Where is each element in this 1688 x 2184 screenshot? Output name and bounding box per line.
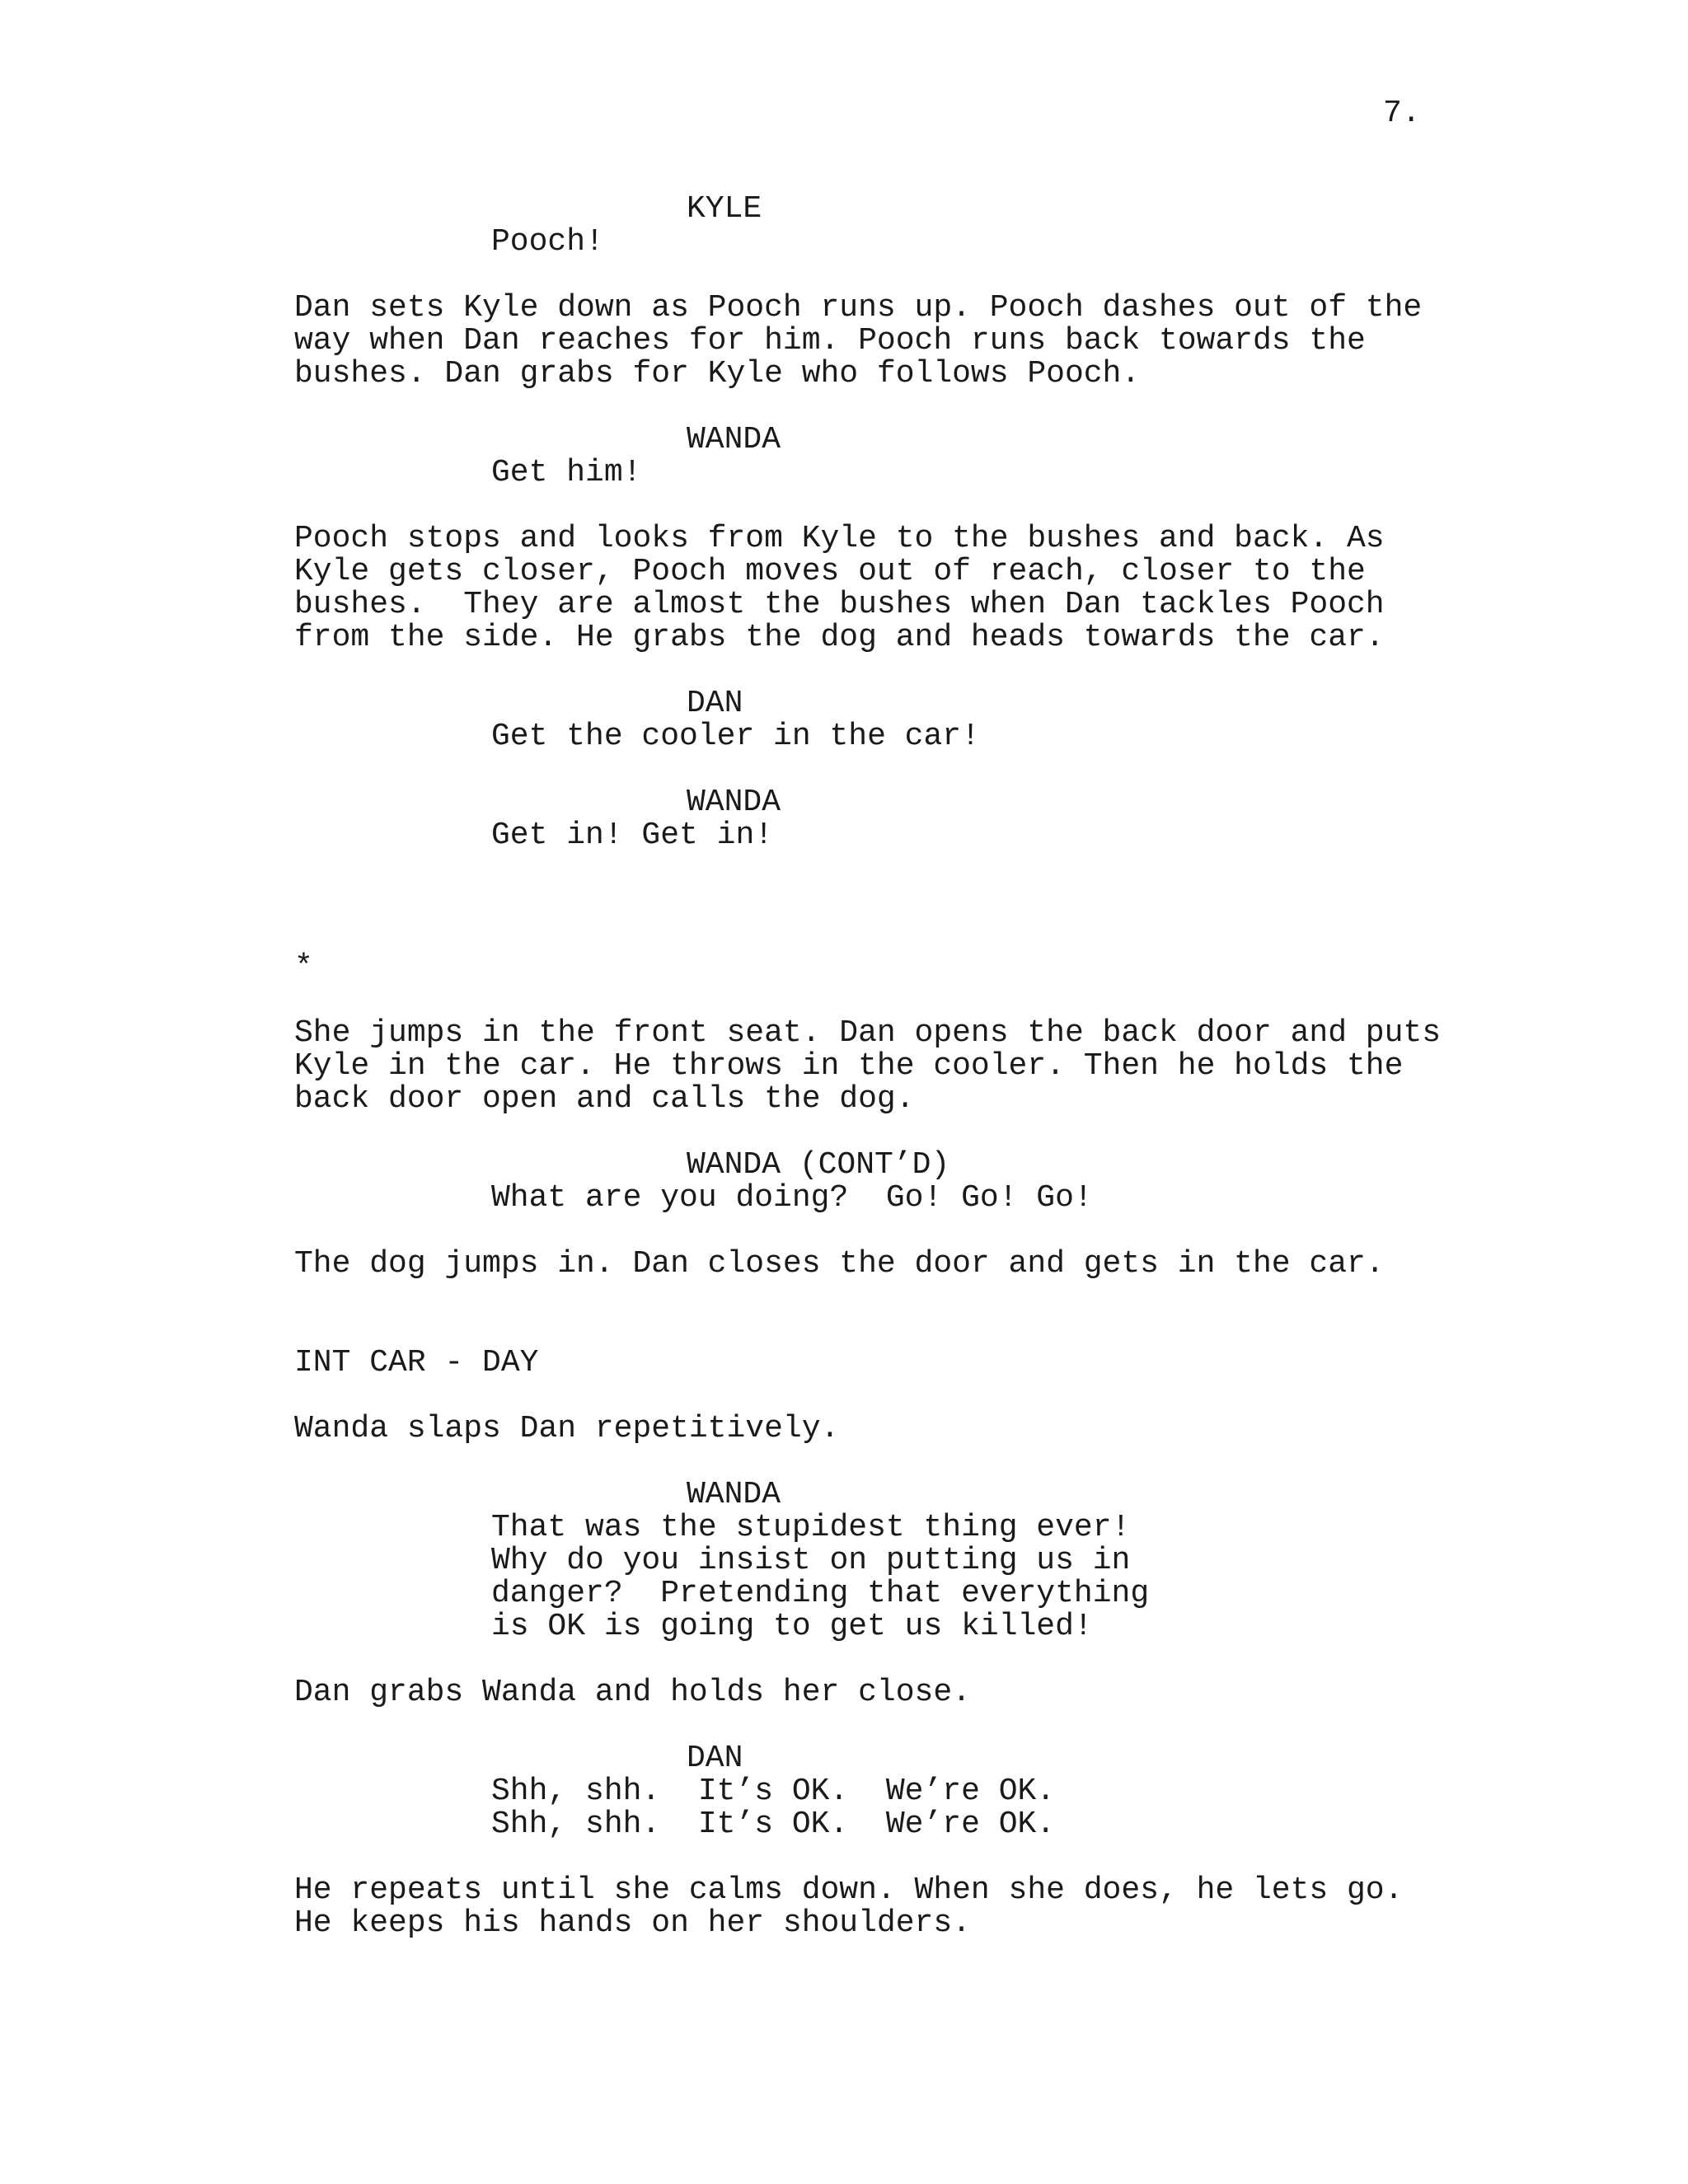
action-line: Dan grabs Wanda and holds her close.	[294, 1675, 971, 1710]
action-line: bushes. They are almost the bushes when Dan tackles Pooch	[294, 587, 1385, 622]
action-line: Kyle in the car. He throws in the cooler. Then he holds the	[294, 1048, 1404, 1084]
dialogue-line: Get the cooler in the car!	[491, 719, 980, 754]
dialogue-line: Get in! Get in!	[491, 818, 774, 853]
action-line: She jumps in the front seat. Dan opens the back door and puts	[294, 1015, 1442, 1051]
revision-mark: *	[294, 949, 313, 985]
character-name: WANDA	[687, 422, 781, 457]
dialogue-line: Pooch!	[491, 224, 604, 260]
action-line: The dog jumps in. Dan closes the door and gets in the car.	[294, 1246, 1385, 1282]
character-name: DAN	[687, 686, 743, 721]
character-name: WANDA	[687, 1477, 781, 1512]
action-line: Wanda slaps Dan repetitively.	[294, 1411, 840, 1446]
character-name: DAN	[687, 1741, 743, 1776]
action-line: He keeps his hands on her shoulders.	[294, 1905, 971, 1941]
dialogue-line: That was the stupidest thing ever!	[491, 1510, 1131, 1545]
dialogue-line: Why do you insist on putting us in	[491, 1543, 1131, 1578]
action-line: back door open and calls the dog.	[294, 1081, 915, 1117]
character-name: WANDA	[687, 785, 781, 820]
action-line: from the side. He grabs the dog and heads towards the car.	[294, 620, 1385, 655]
dialogue-line: danger? Pretending that everything	[491, 1576, 1150, 1611]
dialogue-line: What are you doing? Go! Go! Go!	[491, 1180, 1093, 1216]
dialogue-line: Get him!	[491, 455, 642, 490]
dialogue-line: is OK is going to get us killed!	[491, 1609, 1093, 1644]
page-number: 7.	[1383, 96, 1421, 131]
dialogue-line: Shh, shh. It’s OK. We’re OK.	[491, 1807, 1056, 1842]
action-line: bushes. Dan grabs for Kyle who follows Pooch.	[294, 356, 1141, 391]
action-line: way when Dan reaches for him. Pooch runs back towards the	[294, 323, 1366, 359]
action-line: He repeats until she calms down. When she does, he lets go.	[294, 1872, 1404, 1908]
character-name: KYLE	[687, 191, 762, 227]
action-line: Kyle gets closer, Pooch moves out of reach, closer to the	[294, 554, 1366, 589]
character-name: WANDA (CONT’D)	[687, 1147, 950, 1183]
action-line: Pooch stops and looks from Kyle to the bushes and back. As	[294, 521, 1385, 556]
scene-heading: INT CAR - DAY	[294, 1345, 539, 1380]
dialogue-line: Shh, shh. It’s OK. We’re OK.	[491, 1774, 1056, 1809]
action-line: Dan sets Kyle down as Pooch runs up. Pooch dashes out of the	[294, 290, 1423, 326]
